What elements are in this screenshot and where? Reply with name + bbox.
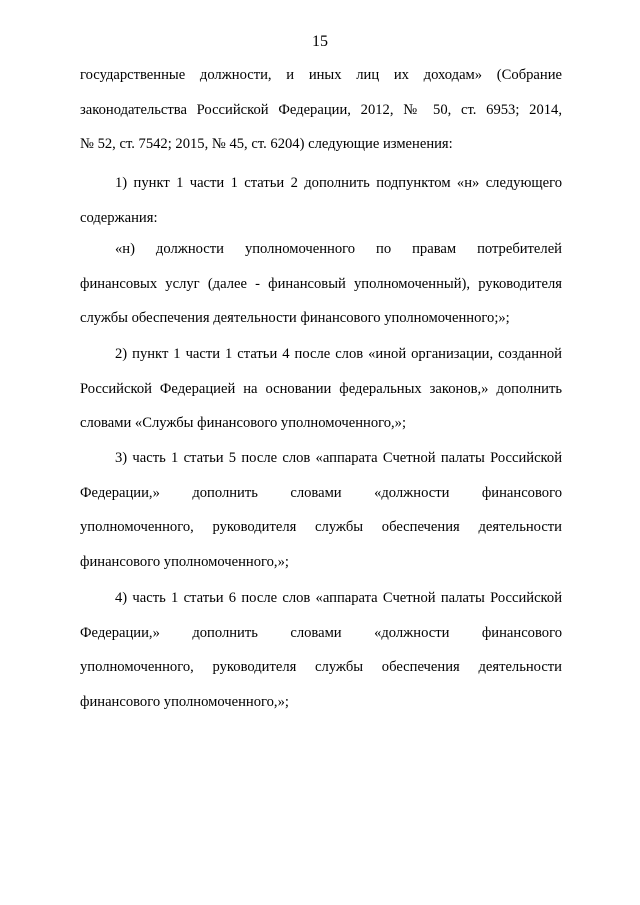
text-line: содержания: — [80, 209, 158, 226]
paragraph-subitem-n — [80, 232, 562, 336]
text-line: службы обеспечения деятельности финансового уполномоченного;»; — [80, 310, 510, 326]
page-number: 15 — [312, 33, 328, 50]
text-line: 2) пункт 1 части 1 статьи 4 после слов «иной организации, созданной — [115, 346, 562, 362]
text-line: Федерации,» дополнить словами «должности финансового — [80, 624, 562, 641]
paragraph-item-2 — [80, 337, 562, 441]
text-line: финансового уполномоченного,»; — [80, 553, 289, 570]
paragraph-item-4 — [80, 581, 562, 719]
text-line: законодательства Российской Федерации, 2012, № 50, ст. 6953; 2014, — [80, 101, 562, 118]
text-line: уполномоченного, руководителя службы обеспечения деятельности — [80, 519, 562, 535]
text-line: «н) должности уполномоченного по правам потребителей — [115, 241, 562, 257]
paragraph-intro-continuation — [80, 58, 562, 162]
text-line: словами «Службы финансового уполномоченного,»; — [80, 415, 407, 431]
text-line: финансового уполномоченного,»; — [80, 693, 289, 710]
text-line: Российской Федерацией на основании федеральных законов,» дополнить — [80, 380, 562, 397]
text-line: 1) пункт 1 части 1 статьи 2 дополнить подпунктом «н» следующего — [115, 175, 562, 191]
text-line: финансовых услуг (далее - финансовый уполномоченный), руководителя — [80, 275, 562, 292]
text-line: государственные должности, и иных лиц их доходам» (Собрание — [80, 67, 562, 83]
text-line: 4) часть 1 статьи 6 после слов «аппарата Счетной палаты Российской — [115, 590, 562, 606]
text-line: уполномоченного, руководителя службы обеспечения деятельности — [80, 659, 562, 675]
text-line: 3) часть 1 статьи 5 после слов «аппарата Счетной палаты Российской — [115, 450, 562, 466]
text-line: № 52, ст. 7542; 2015, № 45, ст. 6204) следующие изменения: — [80, 136, 453, 152]
text-line: Федерации,» дополнить словами «должности финансового — [80, 484, 562, 501]
paragraph-item-3 — [80, 441, 562, 579]
paragraph-item-1 — [80, 166, 562, 235]
